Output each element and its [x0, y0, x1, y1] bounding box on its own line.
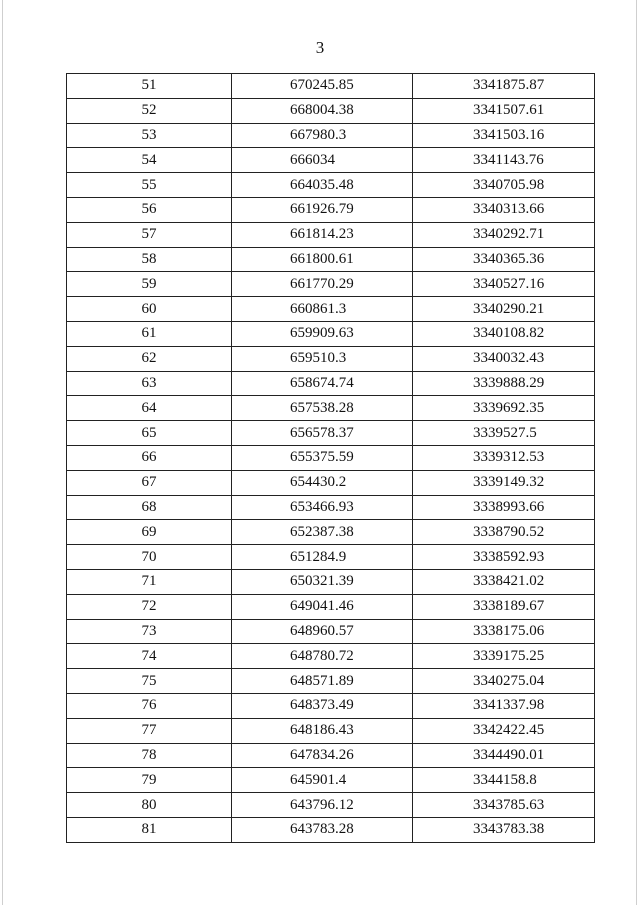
x-coordinate-cell: 652387.38	[232, 520, 413, 545]
table-row	[67, 644, 595, 669]
table-row	[67, 74, 595, 99]
table-row	[67, 495, 595, 520]
coordinate-table-body	[67, 74, 595, 843]
y-coordinate-cell: 3338189.67	[413, 594, 595, 619]
y-coordinate-cell: 3338790.52	[413, 520, 595, 545]
page-edge-left	[2, 0, 3, 905]
x-coordinate-cell: 660861.3	[232, 297, 413, 322]
x-coordinate-cell: 661926.79	[232, 197, 413, 222]
y-coordinate-cell: 3339888.29	[413, 371, 595, 396]
x-coordinate-cell: 661800.61	[232, 247, 413, 272]
point-number-cell: 53	[67, 123, 232, 148]
y-coordinate-cell: 3341507.61	[413, 98, 595, 123]
point-number-cell: 72	[67, 594, 232, 619]
x-coordinate-cell: 648780.72	[232, 644, 413, 669]
table-row	[67, 545, 595, 570]
page-edge-right	[636, 0, 637, 905]
table-row	[67, 148, 595, 173]
table-row	[67, 371, 595, 396]
point-number-cell: 79	[67, 768, 232, 793]
point-number-cell: 62	[67, 346, 232, 371]
x-coordinate-cell: 645901.4	[232, 768, 413, 793]
y-coordinate-cell: 3343785.63	[413, 793, 595, 818]
table-row	[67, 669, 595, 694]
table-row	[67, 98, 595, 123]
point-number-cell: 63	[67, 371, 232, 396]
table-row	[67, 619, 595, 644]
table-row	[67, 718, 595, 743]
y-coordinate-cell: 3338592.93	[413, 545, 595, 570]
x-coordinate-cell: 666034	[232, 148, 413, 173]
page-number: 3	[315, 38, 325, 57]
x-coordinate-cell: 668004.38	[232, 98, 413, 123]
point-number-cell: 59	[67, 272, 232, 297]
point-number-cell: 76	[67, 693, 232, 718]
y-coordinate-cell: 3339527.5	[413, 421, 595, 446]
x-coordinate-cell: 648186.43	[232, 718, 413, 743]
table-row	[67, 272, 595, 297]
x-coordinate-cell: 651284.9	[232, 545, 413, 570]
y-coordinate-cell: 3344490.01	[413, 743, 595, 768]
y-coordinate-cell: 3341337.98	[413, 693, 595, 718]
y-coordinate-cell: 3338175.06	[413, 619, 595, 644]
point-number-cell: 77	[67, 718, 232, 743]
table-row	[67, 768, 595, 793]
x-coordinate-cell: 657538.28	[232, 396, 413, 421]
x-coordinate-cell: 661814.23	[232, 222, 413, 247]
table-row	[67, 569, 595, 594]
x-coordinate-cell: 655375.59	[232, 445, 413, 470]
x-coordinate-cell: 661770.29	[232, 272, 413, 297]
point-number-cell: 60	[67, 297, 232, 322]
table-row	[67, 222, 595, 247]
table-row	[67, 445, 595, 470]
point-number-cell: 66	[67, 445, 232, 470]
table-row	[67, 421, 595, 446]
y-coordinate-cell: 3340705.98	[413, 173, 595, 198]
point-number-cell: 61	[67, 321, 232, 346]
y-coordinate-cell: 3341875.87	[413, 74, 595, 99]
table-row	[67, 173, 595, 198]
point-number-cell: 74	[67, 644, 232, 669]
x-coordinate-cell: 667980.3	[232, 123, 413, 148]
point-number-cell: 58	[67, 247, 232, 272]
x-coordinate-cell: 647834.26	[232, 743, 413, 768]
table-row	[67, 594, 595, 619]
point-number-cell: 67	[67, 470, 232, 495]
table-row	[67, 396, 595, 421]
x-coordinate-cell: 670245.85	[232, 74, 413, 99]
table-row	[67, 793, 595, 818]
x-coordinate-cell: 656578.37	[232, 421, 413, 446]
point-number-cell: 69	[67, 520, 232, 545]
y-coordinate-cell: 3340275.04	[413, 669, 595, 694]
y-coordinate-cell: 3338421.02	[413, 569, 595, 594]
point-number-cell: 64	[67, 396, 232, 421]
point-number-cell: 81	[67, 817, 232, 842]
table-row	[67, 817, 595, 842]
y-coordinate-cell: 3338993.66	[413, 495, 595, 520]
y-coordinate-cell: 3340527.16	[413, 272, 595, 297]
y-coordinate-cell: 3344158.8	[413, 768, 595, 793]
x-coordinate-cell: 653466.93	[232, 495, 413, 520]
table-row	[67, 743, 595, 768]
x-coordinate-cell: 648373.49	[232, 693, 413, 718]
y-coordinate-cell: 3339175.25	[413, 644, 595, 669]
table-row	[67, 197, 595, 222]
x-coordinate-cell: 659510.3	[232, 346, 413, 371]
x-coordinate-cell: 649041.46	[232, 594, 413, 619]
table-row	[67, 297, 595, 322]
point-number-cell: 73	[67, 619, 232, 644]
table-row	[67, 693, 595, 718]
y-coordinate-cell: 3342422.45	[413, 718, 595, 743]
y-coordinate-cell: 3339312.53	[413, 445, 595, 470]
point-number-cell: 54	[67, 148, 232, 173]
x-coordinate-cell: 654430.2	[232, 470, 413, 495]
x-coordinate-cell: 648571.89	[232, 669, 413, 694]
y-coordinate-cell: 3340032.43	[413, 346, 595, 371]
x-coordinate-cell: 643796.12	[232, 793, 413, 818]
y-coordinate-cell: 3340108.82	[413, 321, 595, 346]
point-number-cell: 68	[67, 495, 232, 520]
y-coordinate-cell: 3341503.16	[413, 123, 595, 148]
x-coordinate-cell: 664035.48	[232, 173, 413, 198]
x-coordinate-cell: 643783.28	[232, 817, 413, 842]
point-number-cell: 52	[67, 98, 232, 123]
x-coordinate-cell: 659909.63	[232, 321, 413, 346]
y-coordinate-cell: 3340365.36	[413, 247, 595, 272]
x-coordinate-cell: 648960.57	[232, 619, 413, 644]
point-number-cell: 75	[67, 669, 232, 694]
table-row	[67, 520, 595, 545]
point-number-cell: 80	[67, 793, 232, 818]
point-number-cell: 78	[67, 743, 232, 768]
point-number-cell: 70	[67, 545, 232, 570]
y-coordinate-cell: 3341143.76	[413, 148, 595, 173]
point-number-cell: 71	[67, 569, 232, 594]
y-coordinate-cell: 3339149.32	[413, 470, 595, 495]
point-number-cell: 51	[67, 74, 232, 99]
y-coordinate-cell: 3340313.66	[413, 197, 595, 222]
y-coordinate-cell: 3343783.38	[413, 817, 595, 842]
x-coordinate-cell: 650321.39	[232, 569, 413, 594]
y-coordinate-cell: 3339692.35	[413, 396, 595, 421]
table-row	[67, 470, 595, 495]
point-number-cell: 65	[67, 421, 232, 446]
x-coordinate-cell: 658674.74	[232, 371, 413, 396]
coordinate-table	[66, 73, 595, 843]
table-row	[67, 123, 595, 148]
point-number-cell: 55	[67, 173, 232, 198]
point-number-cell: 56	[67, 197, 232, 222]
table-row	[67, 247, 595, 272]
table-row	[67, 346, 595, 371]
y-coordinate-cell: 3340290.21	[413, 297, 595, 322]
y-coordinate-cell: 3340292.71	[413, 222, 595, 247]
table-row	[67, 321, 595, 346]
point-number-cell: 57	[67, 222, 232, 247]
